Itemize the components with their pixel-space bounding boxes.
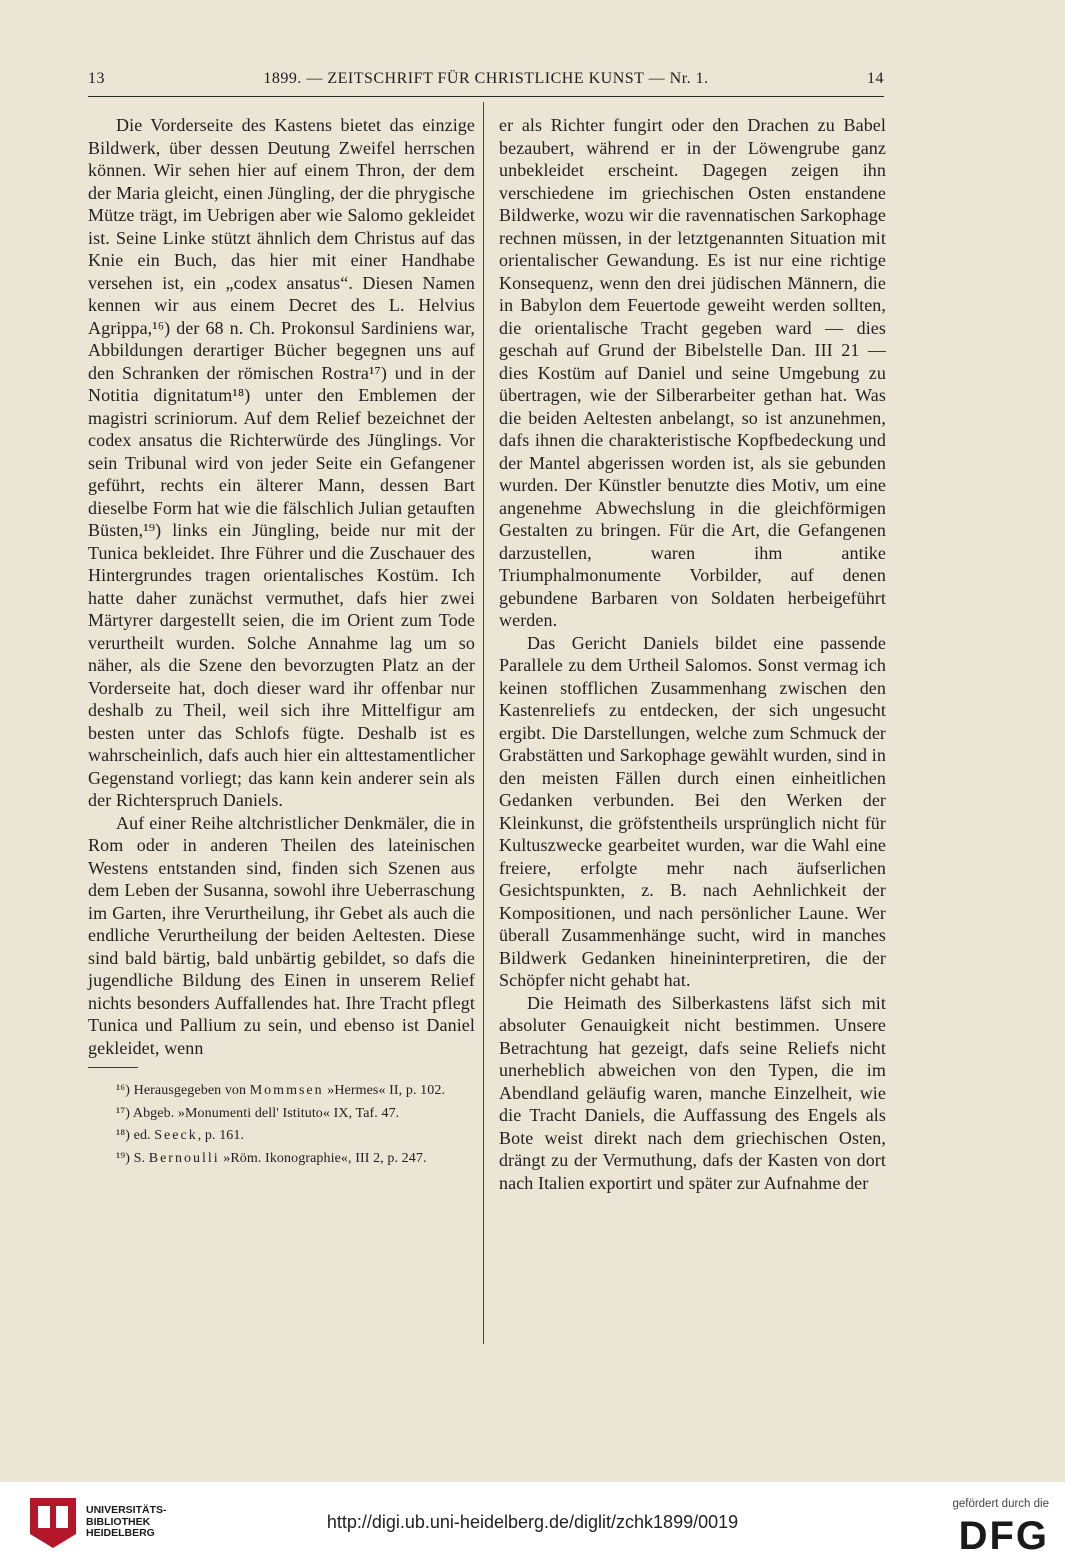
footnote-16-author: Mommsen — [249, 1083, 324, 1098]
footnote-19-text-a: ¹⁹) S. — [116, 1150, 149, 1166]
footnote-18-text-b: , p. 161. — [197, 1128, 245, 1143]
funding-note: gefördert durch die — [952, 1498, 1049, 1510]
library-name-line-2: BIBLIOTHEK — [86, 1515, 151, 1528]
right-paragraph-2: Das Gericht Daniels bildet eine passende Parallele zu dem Urtheil Salomos. Sonst vermag ich keinen stofflichen Zusammenhang zwischen den Kastenreliefs zu entdecken, der sich ungesucht ergibt. Die Darstellungen, welche zum Schmuck der Grabstätten und Sarkophage gewählt wurden, sind in den meisten Fällen durch einen einheitlichen Gedanken verbunden. Bei den Werken der Kleinkunst, die gröfstentheils ursprünglich nicht für Kultuszwecke gearbeitet wurden, war die Wahl eine freiere, erfolgte mehr nach äufserlichen Gesichtspunkten, z. B. nach Aehnlichkeit der Kompositionen, und nach persönlicher Laune. Wer überall Zusammenhänge sucht, wird in manches Bildwerk Gedanken hineininterpretiren, die der Schöpfer nicht gehabt hat. — [499, 632, 886, 990]
permalink-url[interactable]: http://digi.ub.uni-heidelberg.de/diglit/zchk1899/0019 — [326, 1512, 739, 1532]
footnote-19 — [88, 1148, 475, 1171]
right-paragraph-1: er als Richter fungirt oder den Drachen zu Babel bezaubert, während er in der Löwengrube ganz unbekleidet erscheint. Dagegen zeigen ihn verschiedene im griechischen Osten enstandene Bildwerke, wozu wir die ravennatischen Sarkophage rechnen müssen, in der letztgenannten Situation mit orientalischer Gewandung. Es ist nur eine richtige Konsequenz, wenn den drei jüdischen Männern, die in Babylon dem Feuertode geweiht werden sollten, die orientalische Tracht gegeben ward — dies geschah auf Grund der Bibelstelle Dan. III 21 — dies Kostüm auf Daniel und seine Umgebung zu übertragen, wie der Silberarbeiter gethan hat. Was die beiden Aeltesten anbelangt, so ist anzunehmen, dafs ihnen die charakteristische Kopfbedeckung und der Mantel abgerissen worden ist, als sie gebunden wurden. Der Künstler benutzte dies Motiv, um eine angenehme Abwechslung in die gleichförmigen Gestalten zu bringen. Für die Art, die Gefangenen darzustellen, waren ihm antike Triumphalmonumente Vorbilder, auf denen gebundene Barbaren von Soldaten herbeigeführt werden. — [499, 115, 886, 630]
dfg-logo: DFG — [958, 1514, 1049, 1558]
column-divider — [483, 102, 484, 1344]
left-paragraph-2: Auf einer Reihe altchristlicher Denkmäler, die in Rom oder in anderen Theilen des lateinischen Westens entstanden sind, finden sich Szenen aus dem Leben der Susanna, sowohl ihre Ueberraschung im Garten, ihre Verurtheilung, ihr Gebet als auch die endliche Verurtheilung der beiden Aeltesten. Diese sind bald bärtig, bald unbärtig gebildet, so dafs die jugendliche Bildung des Einen in unserem Relief nichts besonders Auffallendes hat. Ihre Tracht pflegt Tunica und Pallium zu sein, und ebenso ist Daniel gekleidet, wenn — [88, 812, 475, 1058]
library-name-line-3: HEIDELBERG — [86, 1527, 155, 1539]
viewer-footer — [0, 1482, 1065, 1568]
page-number-right: 14 — [867, 70, 884, 87]
header-rule — [88, 96, 884, 97]
journal-title: 1899. — ZEITSCHRIFT FÜR CHRISTLICHE KUNST — Nr. 1. — [263, 70, 709, 87]
running-header — [88, 70, 884, 94]
footnote-16 — [88, 1080, 475, 1103]
library-name-line-1: UNIVERSITÄTS- — [86, 1504, 167, 1516]
footnote-18-text-a: ¹⁸) ed. — [116, 1128, 155, 1143]
page-number-left: 13 — [88, 70, 105, 87]
footnote-rule — [88, 1067, 138, 1068]
footnote-16-text-b: »Hermes« II, p. 102. — [323, 1083, 446, 1098]
footnote-19-author: Bernoulli — [148, 1150, 220, 1166]
footnote-19-text-b: »Röm. Ikonographie«, III 2, p. 247. — [219, 1150, 427, 1166]
footnote-18 — [88, 1125, 475, 1148]
right-paragraph-3: Die Heimath des Silberkastens läfst sich mit absoluter Genauigkeit nicht bestimmen. Unsere Betrachtung hat gezeigt, dafs seine Reliefs nicht unerheblich abweichen von den Typen, die im Abendland geläufig waren, manche Einzelheit, wie die Tracht Daniels, die Auffassung des Engels als Bote weist direkt nach dem griechischen Osten, drängt zu der Vermuthung, dafs der Kasten von dort nach Italien exportirt und später zur Aufnahme der — [499, 992, 886, 1193]
footnote-16-text-a: ¹⁶) Herausgegeben von — [116, 1083, 250, 1098]
footnote-18-author: Seeck — [154, 1128, 198, 1143]
right-column — [499, 114, 886, 1194]
footnote-17: ¹⁷) Abgeb. »Monumenti dell' Istituto« IX, Taf. 47. — [116, 1105, 400, 1121]
left-paragraph-1: Die Vorderseite des Kastens bietet das einzige Bildwerk, über dessen Deutung Zweifel herrschen können. Wir sehen hier auf einem Thron, der dem der Maria gleicht, einen Jüngling, der die phrygische Mütze trägt, im Uebrigen aber wie Salomo gekleidet ist. Seine Linke stützt ähnlich dem Christus auf das Knie ein Buch, das hier mit einer Handhabe versehen ist, ein „codex ansatus“. Diesen Namen kennen wir aus einem Decret des L. Helvius Agrippa,¹⁶) der 68 n. Ch. Prokonsul Sardiniens war, Abbildungen derartiger Bücher begegnen uns auf den Schranken der römischen Rostra¹⁷) und in der Notitia dignitatum¹⁸) unter den Emblemen der magistri scriniorum. Auf dem Relief bezeichnet der codex ansatus die Richterwürde des Jünglings. Vor sein Tribunal wird von jeder Seite ein Gefangener geführt, rechts ein älterer Mann, dessen Bart dieselbe Form hat wie die fälschlich Julian getauften Büsten,¹⁹) links ein Jüngling, beide nur mit der Tunica bekleidet. Ihre Führer und die Zuschauer des Hintergrundes tragen orientalisches Kostüm. Ich hatte daher zunächst vermuthet, dafs hier zwei Märtyrer dargestellt seien, die im Orient zum Tode verurtheilt wurden. Solche Annahme lag um so näher, als die Szene den bevorzugten Platz an der Vorderseite hat, doch dieser ward ihr offenbar nur deshalb zu Theil, weil sich ihre Mittelfigur am besten unter das Schlofs fügte. Deshalb ist es wahrscheinlich, dafs auch hier ein alttestamentlicher Gegenstand vorliegt; das kann kein anderer sein als der Richterspruch Daniels. — [88, 115, 475, 810]
left-column — [88, 114, 475, 1170]
